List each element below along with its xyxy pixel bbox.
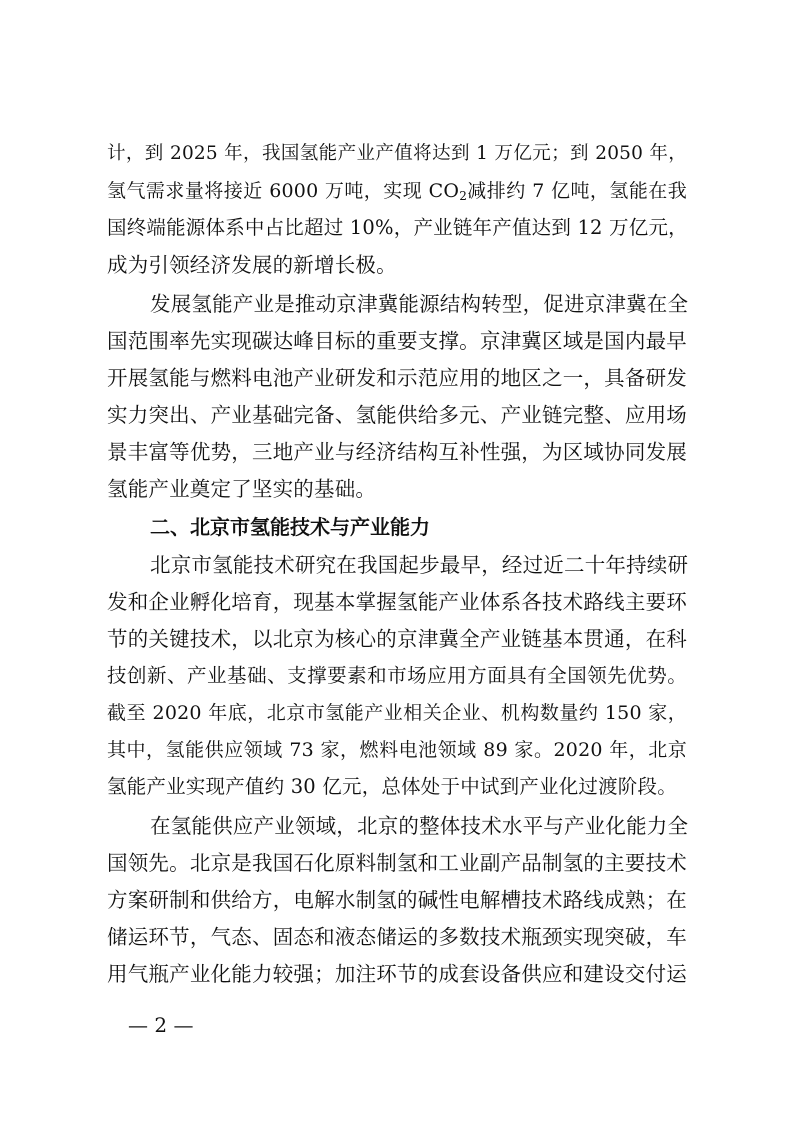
paragraph-1-line-4: 成为引领经济发展的新增长极。 <box>107 253 397 277</box>
paragraph-4-line-3: 方案研制和供给方，电解水制氢的碱性电解槽技术路线成熟；在 <box>107 888 687 912</box>
paragraph-2-line-6: 氢能产业奠定了坚实的基础。 <box>107 477 377 501</box>
paragraph-3-line-4: 技创新、产业基础、支撑要素和市场应用方面具有全国领先优势。 <box>107 664 687 687</box>
paragraph-2-line-5: 景丰富等优势，三地产业与经济结构互补性强，为区域协同发展 <box>107 440 687 464</box>
paragraph-4-line-1: 在氢能供应产业领域，北京的整体技术水平与产业化能力全 <box>150 814 689 838</box>
paragraph-2-line-3: 开展氢能与燃料电池产业研发和示范应用的地区之一，具备研发 <box>107 366 687 390</box>
paragraph-2-line-2: 国范围率先实现碳达峰目标的重要支撑。京津冀区域是国内最早 <box>107 329 687 353</box>
paragraph-2-line-4: 实力突出、产业基础完备、氢能供给多元、产业链完整、应用场 <box>107 403 687 427</box>
paragraph-4-line-5: 用气瓶产业化能力较强；加注环节的成套设备供应和建设交付运 <box>107 962 687 986</box>
paragraph-1-line-2 <box>107 174 687 208</box>
paragraph-3-line-7: 氢能产业实现产值约 30 亿元，总体处于中试到产业化过渡阶段。 <box>107 775 677 798</box>
paragraph-3-line-2: 发和企业孵化培育，现基本掌握氢能产业体系各技术路线主要环 <box>107 590 687 614</box>
paragraph-1-line-3: 国终端能源体系中占比超过 10%，产业链年产值达到 12 万亿元， <box>107 216 688 239</box>
paragraph-3-line-5: 截至 2020 年底，北京市氢能产业相关企业、机构数量约 150 家， <box>107 702 687 724</box>
paragraph-2-line-1: 发展氢能产业是推动京津冀能源结构转型，促进京津冀在全 <box>150 292 689 316</box>
paragraph-1-line-1: 计，到 2025 年，我国氢能产业产值将达到 1 万亿元；到 2050 年， <box>107 143 687 164</box>
paragraph-3-line-1: 北京市氢能技术研究在我国起步最早，经过近二十年持续研 <box>150 553 689 577</box>
line-2-text-before: 氢气需求量将接近 6000 万吨，实现 CO <box>107 180 460 202</box>
page-number: — 2 — <box>128 1013 194 1037</box>
paragraph-4-line-4: 储运环节，气态、固态和液态储运的多数技术瓶颈实现突破，车 <box>107 925 687 949</box>
paragraph-4-line-2: 国领先。北京是我国石化原料制氢和工业副产品制氢的主要技术 <box>107 851 687 875</box>
co2-subscript: 2 <box>459 189 468 203</box>
paragraph-3-line-6: 其中，氢能供应领域 73 家，燃料电池领域 89 家。2020 年，北京 <box>107 739 687 761</box>
section-heading: 二、北京市氢能技术与产业能力 <box>150 515 430 539</box>
paragraph-3-line-3: 节的关键技术，以北京为核心的京津冀全产业链基本贯通，在科 <box>107 627 687 651</box>
line-2-text-after: 减排约 7 亿吨，氢能在我 <box>467 180 687 202</box>
